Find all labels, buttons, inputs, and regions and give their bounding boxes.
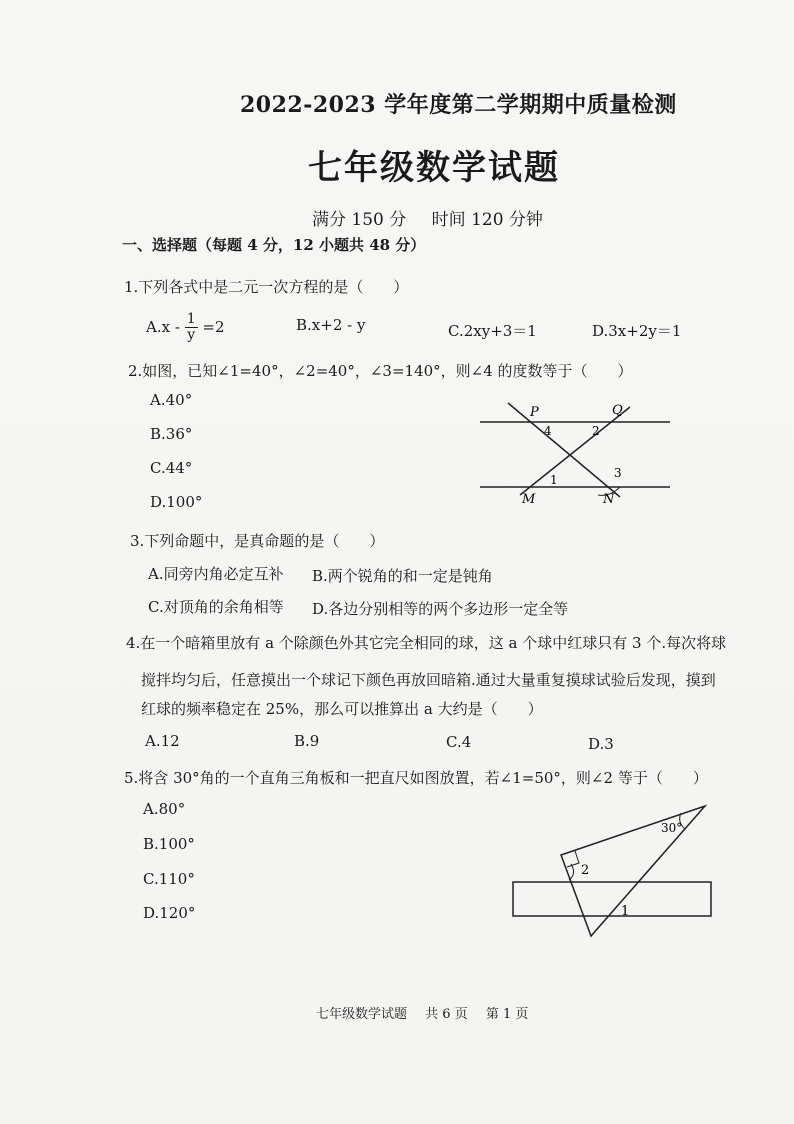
exam-meta (312, 205, 563, 230)
ruler (513, 882, 711, 916)
question-3-option-a: A.同旁内角必定互补 (148, 565, 284, 583)
question-5-option-d: D.120° (143, 904, 196, 922)
label-m: M (522, 492, 536, 507)
question-1-option-d: D.3x+2y＝1 (592, 322, 682, 340)
page-footer (316, 1003, 542, 1022)
option-a-tail: =2 (202, 317, 225, 336)
label-4: 4 (544, 424, 552, 438)
question-4-line-1: 4.在一个暗箱里放有 a 个除颜色外其它完全相同的球，这 a 个球中红球只有 3 个.每次将球 (126, 634, 727, 652)
fraction-denominator: y (187, 327, 196, 344)
question-4-line-3: 红球的频率稳定在 25%，那么可以推算出 a 大约是（ ） (141, 700, 543, 718)
label-n: N (603, 492, 615, 507)
label-1: 1 (550, 473, 558, 487)
label-30-degrees: 30° (661, 821, 683, 835)
question-5-option-a: A.80° (143, 800, 186, 818)
question-4-option-b: B.9 (294, 732, 320, 750)
exam-time: 时间 120 分钟 (431, 210, 543, 230)
question-1-option-b: B.x+2 - y (296, 316, 366, 334)
section-heading: 一、选择题（每题 4 分，12 小题共 48 分） (122, 236, 426, 254)
fraction-numerator: 1 (186, 311, 196, 327)
question-4-option-d: D.3 (588, 735, 614, 753)
footer-total-pages: 共 6 页 (425, 1007, 468, 1022)
label-p: P (530, 405, 539, 420)
question-2-option-c: C.44° (150, 459, 193, 477)
right-angle-mark (567, 851, 579, 867)
question-2-option-d: D.100° (150, 493, 203, 511)
label-angle-2: 2 (581, 863, 590, 878)
question-5-figure (505, 798, 720, 943)
exam-title: 2022-2023 学年度第二学期期中质量检测 (240, 92, 677, 118)
fraction (185, 312, 198, 344)
question-1-option-a (146, 312, 225, 344)
footer-subject: 七年级数学试题 (316, 1007, 408, 1022)
question-5-stem: 5.将含 30°角的一个直角三角板和一把直尺如图放置，若∠1=50°，则∠2 等于（ ） (124, 769, 708, 787)
question-5-option-b: B.100° (143, 835, 195, 853)
question-4-line-2: 搅拌均匀后，任意摸出一个球记下颜色再放回暗箱.通过大量重复摸球试验后发现，摸到 (141, 671, 716, 689)
label-angle-1: 1 (621, 904, 630, 919)
footer-page-number: 第 1 页 (485, 1007, 529, 1022)
question-2-figure (470, 395, 680, 510)
question-1-stem: 1.下列各式中是二元一次方程的是（ ） (124, 278, 409, 296)
question-3-option-d: D.各边分别相等的两个多边形一定全等 (312, 600, 569, 618)
question-3-stem: 3.下列命题中，是真命题的是（ ） (130, 532, 385, 550)
subject-title: 七年级数学试题 (308, 148, 560, 188)
question-3-option-c: C.对顶角的余角相等 (148, 598, 284, 616)
transversal-pn (508, 403, 620, 497)
label-3: 3 (614, 466, 622, 480)
question-1-option-c: C.2xy+3＝1 (448, 322, 537, 340)
label-2: 2 (592, 424, 600, 438)
question-5-option-c: C.110° (143, 870, 195, 888)
question-3-option-b: B.两个锐角的和一定是钝角 (312, 567, 493, 585)
question-4-option-c: C.4 (446, 733, 472, 751)
question-2-option-a: A.40° (150, 391, 193, 409)
full-score: 满分 150 分 (312, 210, 407, 230)
question-4-option-a: A.12 (145, 732, 180, 750)
question-2-stem: 2.如图，已知∠1=40°，∠2=40°，∠3=140°，则∠4 的度数等于（ ） (128, 362, 633, 380)
transversal-mq (520, 407, 630, 495)
option-a-text: A.x - (146, 317, 180, 336)
label-q: Q (612, 403, 623, 418)
question-2-option-b: B.36° (150, 425, 193, 443)
